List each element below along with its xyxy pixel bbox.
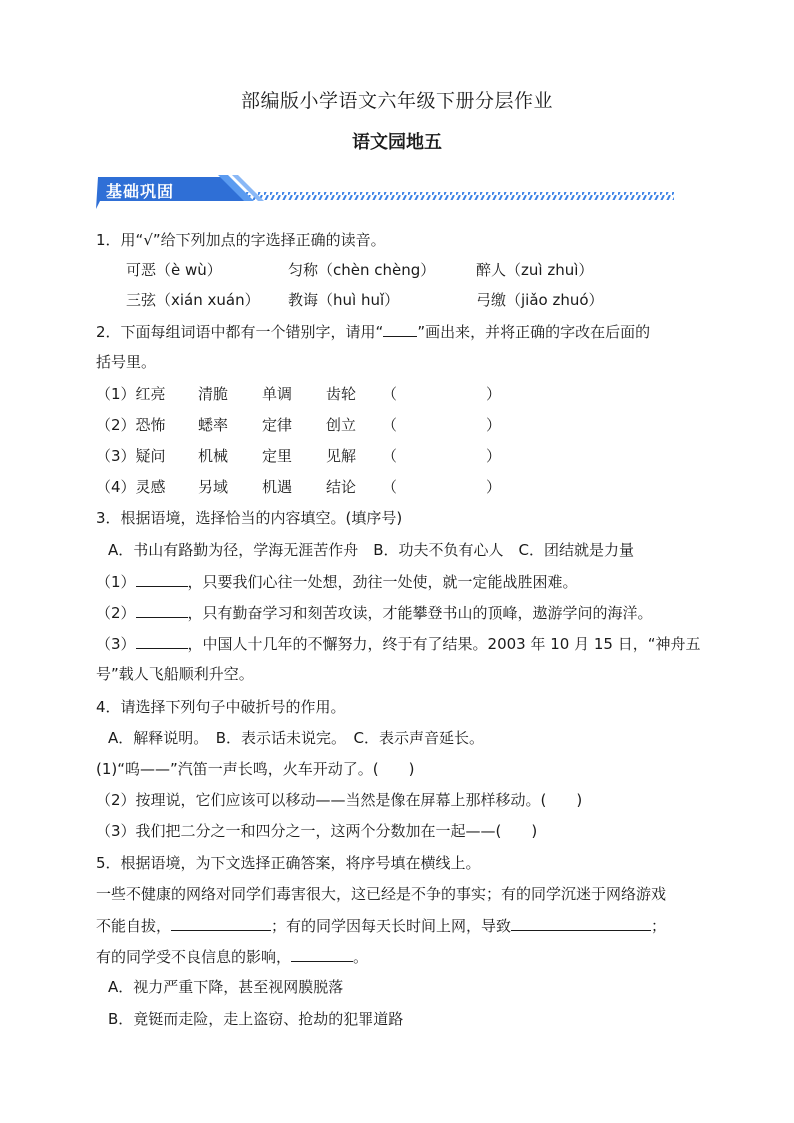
question-3-stem: 3．根据语境，选择恰当的内容填空。(填序号): [96, 509, 403, 527]
section-banner: [96, 171, 676, 211]
q2-word: 蟋率: [198, 416, 229, 434]
section-label: 基础巩固: [106, 182, 175, 201]
q1-option: 三弦（xián xuán）: [126, 291, 260, 309]
underline-mark: [383, 321, 417, 337]
q2-word: 见解: [326, 447, 357, 465]
q2-word: 另域: [198, 478, 229, 496]
q2-row: [96, 446, 166, 466]
answer-bracket-close: ）: [486, 478, 502, 496]
q2-word: 清脆: [198, 385, 229, 403]
q2-word: 齿轮: [326, 385, 357, 403]
paragraph-text: 有的同学受不良信息的影响，: [96, 948, 292, 966]
q2-word: （3）疑问: [96, 447, 166, 465]
q2-row: [96, 477, 166, 497]
answer-blank: [171, 915, 271, 931]
sentence-text: ，只要我们心往一处想，劲往一处使，就一定能战胜困难。: [187, 573, 578, 591]
paragraph-text: 不能自拔，: [96, 917, 172, 935]
answer-bracket-close: ）: [486, 416, 502, 434]
paragraph-text: ；有的同学因每天长时间上网，导致: [271, 917, 512, 935]
q2-stem-part1: 2．下面每组词语中都有一个错别字，请用“: [96, 323, 384, 341]
question-2-stem-cont: 括号里。: [96, 353, 157, 371]
q5-option-b: B．竟铤而走险，走上盗窃、抢劫的犯罪道路: [108, 1010, 404, 1028]
q4-sentence-2: （2）按理说，它们应该可以移动——当然是像在屏幕上那样移动。( ): [96, 791, 583, 809]
q2-word: （1）红亮: [96, 385, 166, 403]
answer-bracket-open: （: [382, 447, 398, 465]
item-number: （1）: [96, 573, 136, 591]
paragraph-text: ；: [651, 917, 667, 935]
q4-sentence-1: (1)“呜——”汽笛一声长鸣，火车开动了。( ): [96, 760, 415, 778]
q2-row: [96, 415, 166, 435]
banner-graphic: [96, 171, 676, 211]
q4-sentence-3: （3）我们把二分之一和四分之一，这两个分数加在一起——( ): [96, 822, 538, 840]
q5-paragraph-line-1: 一些不健康的网络对同学们毒害很大，这已经是不争的事实；有的同学沉迷于网络游戏: [96, 885, 667, 903]
q2-word: 定里: [262, 447, 293, 465]
answer-blank: [511, 915, 651, 931]
document-title: 部编版小学语文六年级下册分层作业: [240, 90, 553, 112]
lesson-title: 语文园地五: [352, 132, 442, 153]
q1-option: 教诲（huì huǐ）: [288, 291, 400, 309]
q4-options: A．解释说明。 B．表示话未说完。 C．表示声音延长。: [108, 729, 485, 747]
answer-bracket-close: ）: [486, 447, 502, 465]
answer-blank: [136, 602, 188, 618]
answer-blank: [136, 571, 188, 587]
q5-option-a: A．视力严重下降，甚至视网膜脱落: [108, 978, 344, 996]
q2-stem-part2: ”画出来，并将正确的字改在后面的: [417, 323, 651, 341]
q2-word: 机遇: [262, 478, 293, 496]
q3-sentence-1: [96, 571, 578, 592]
q2-word: 定律: [262, 416, 293, 434]
sentence-text: ，中国人十几年的不懈努力，终于有了结果。2003 年 10 月 15 日，“神舟五: [187, 635, 701, 653]
question-4-stem: 4．请选择下列句子中破折号的作用。: [96, 698, 346, 716]
q1-option: 匀称（chèn chèng）: [288, 261, 436, 279]
q1-option: 醉人（zuì zhuì）: [476, 261, 594, 279]
q5-paragraph-line-2: [96, 915, 666, 936]
q5-paragraph-line-3: [96, 946, 368, 967]
q3-sentence-2: [96, 602, 653, 623]
q2-word: 单调: [262, 385, 293, 403]
q3-options: A．书山有路勤为径，学海无涯苦作舟 B．功夫不负有心人 C．团结就是力量: [108, 541, 635, 559]
q2-row: [96, 384, 166, 404]
answer-blank: [291, 946, 353, 962]
item-number: （2）: [96, 604, 136, 622]
item-number: （3）: [96, 635, 136, 653]
q1-option: 可恶（è wù）: [126, 261, 222, 279]
q2-word: 结论: [326, 478, 357, 496]
q3-sentence-3: [96, 633, 701, 654]
q3-sentence-3-cont: 号”载人飞船顺利升空。: [96, 665, 254, 683]
q2-word: 创立: [326, 416, 357, 434]
answer-blank: [136, 633, 188, 649]
question-1-stem: 1．用“√”给下列加点的字选择正确的读音。: [96, 231, 386, 249]
paragraph-text: 。: [353, 948, 369, 966]
question-5-stem: 5．根据语境，为下文选择正确答案，将序号填在横线上。: [96, 854, 481, 872]
question-2-stem: [96, 321, 650, 342]
q2-word: （2）恐怖: [96, 416, 166, 434]
q1-option: 弓缴（jiǎo zhuó）: [476, 291, 604, 309]
answer-bracket-open: （: [382, 478, 398, 496]
sentence-text: ，只有勤奋学习和刻苦攻读，才能攀登书山的顶峰，遨游学问的海洋。: [187, 604, 653, 622]
answer-bracket-close: ）: [486, 385, 502, 403]
q2-word: 机械: [198, 447, 229, 465]
answer-bracket-open: （: [382, 385, 398, 403]
answer-bracket-open: （: [382, 416, 398, 434]
q2-word: （4）灵感: [96, 478, 166, 496]
